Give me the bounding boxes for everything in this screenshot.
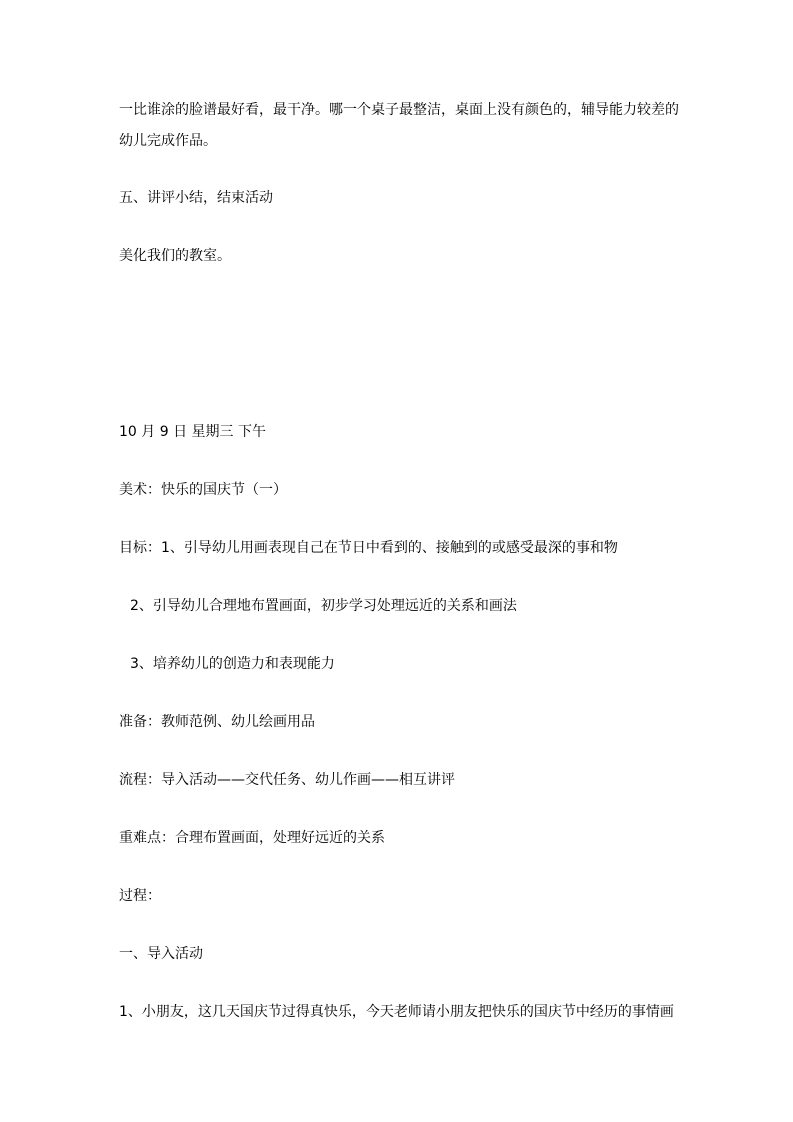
date-heading: 10 月 9 日 星期三 下午 bbox=[119, 424, 266, 440]
text-line: 美化我们的教室。 bbox=[119, 248, 231, 264]
goal-line: 2、引导幼儿合理地布置画面，初步学习处理远近的关系和画法 bbox=[130, 598, 517, 614]
text-line: 幼儿完成作品。 bbox=[119, 133, 217, 149]
process-line: 流程：导入活动——交代任务、幼儿作画——相互讲评 bbox=[119, 772, 455, 788]
key-points-line: 重难点：合理布置画面，处理好远近的关系 bbox=[119, 830, 385, 846]
lesson-title: 美术：快乐的国庆节（一） bbox=[119, 482, 287, 498]
section-heading: 五、讲评小结，结束活动 bbox=[119, 190, 273, 206]
procedure-heading: 过程： bbox=[119, 888, 161, 904]
text-line: 1、小朋友，这几天国庆节过得真快乐，今天老师请小朋友把快乐的国庆节中经历的事情画 bbox=[119, 1004, 674, 1020]
goal-line: 3、培养幼儿的创造力和表现能力 bbox=[130, 656, 335, 672]
preparation-line: 准备：教师范例、幼儿绘画用品 bbox=[119, 714, 315, 730]
goal-line: 目标：1、引导幼儿用画表现自己在节日中看到的、接触到的或感受最深的事和物 bbox=[119, 540, 618, 556]
section-heading: 一、导入活动 bbox=[119, 946, 203, 962]
text-line: 一比谁涂的脸谱最好看，最干净。哪一个桌子最整洁，桌面上没有颜色的，辅导能力较差的 bbox=[119, 102, 679, 118]
